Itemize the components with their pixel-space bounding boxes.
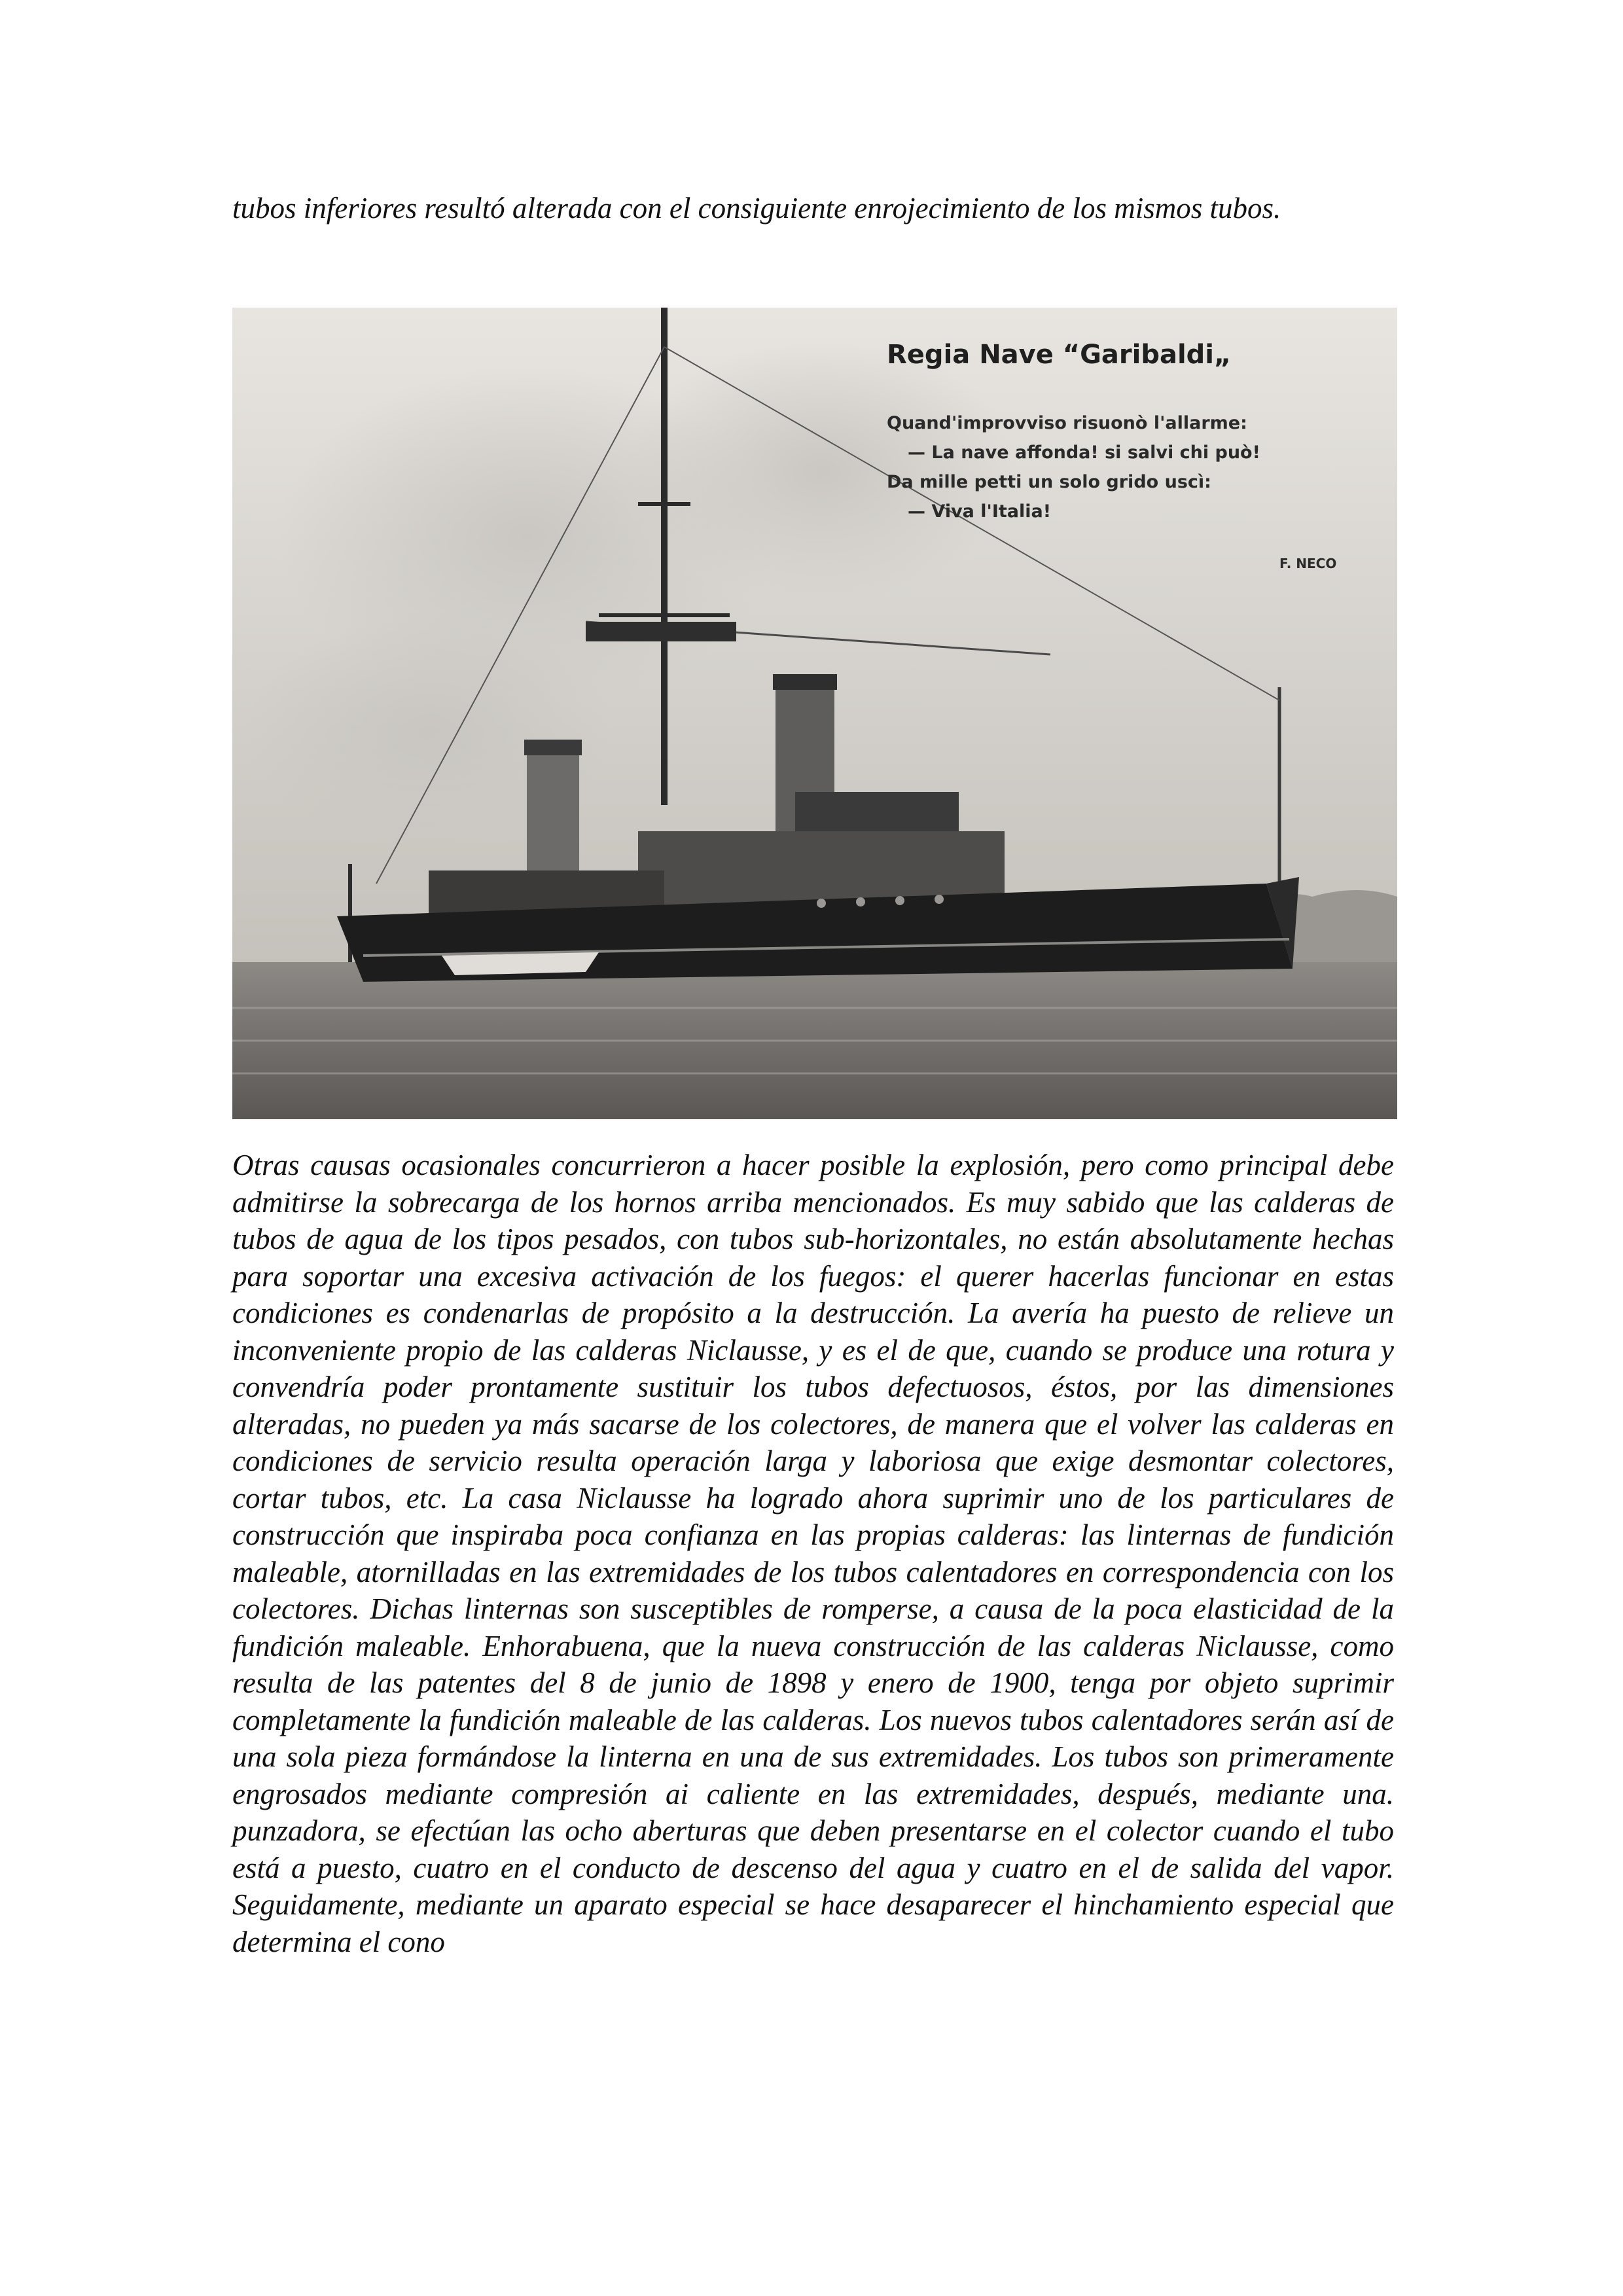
photo-caption-title: Regia Nave “Garibaldi„ [887, 340, 1232, 370]
ship-photograph [232, 308, 1397, 1119]
photo-caption-line-4: — Viva l'Italia! [908, 501, 1052, 522]
photo-signature: F. NECO [1279, 556, 1337, 571]
paragraph-top: tubos inferiores resultó alterada con el consiguiente enrojecimiento de los mismos tubos. [232, 192, 1281, 224]
paragraph-main: Otras causas ocasionales concurrieron a hacer posible la explosión, pero como principal debe admitirse la sobrecarga de los hornos arriba mencionados. Es muy sabido que las calderas de tubos de agua de los tipos pesados, con tubos sub-horizontales, no están absolutamente hechas para soportar una excesiva activación de los fuegos: el querer hacerlas funcionar en estas condiciones es condenarlas de propósito a la destrucción. La avería ha puesto de relieve un inconveniente propio de las calderas Niclausse, y es el de que, cuando se produce una rotura y convendría poder prontamente sustituir los tubos defectuosos, éstos, por las dimensiones alteradas, no pueden ya más sacarse de los colectores, de manera que el volver las calderas en condiciones de servicio resulta operación larga y laboriosa que exige desmontar colectores, cortar tubos, etc. La casa Niclausse ha logrado ahora suprimir uno de los particulares de construcción que inspiraba poca confianza en las propias calderas: las linternas de fundición maleable, atornilladas en las extremidades de los tubos calentadores en correspondencia con los colectores. Dichas linternas son susceptibles de romperse, a causa de la poca elasticidad de la fundición maleable. Enhorabuena, que la nueva construcción de las calderas Niclausse, como resulta de las patentes del 8 de junio de 1898 y enero de 1900, tenga por objeto suprimir completamente la fundición maleable de las calderas. Los nuevos tubos calentadores serán así de una sola pieza formándose la linterna en una de sus extremidades. Los tubos son primeramente engrosados mediante compresión ai caliente en las extremidades, después, mediante una. punzadora, se efectúan las ocho aberturas que deben presentarse en el colector cuando el tubo está a puesto, cuatro en el conducto de descenso del agua y cuatro en el de salida del vapor. Seguidamente, mediante un aparato especial se hace desaparecer el hinchamiento especial que determina el cono [232, 1149, 1394, 1958]
photo-caption-line-2: — La nave affonda! si salvi chi può! [908, 442, 1260, 463]
photo-caption-line-3: Da mille petti un solo grido uscì: [887, 472, 1211, 492]
photo-caption-line-1: Quand'improvviso risuonò l'allarme: [887, 413, 1247, 433]
